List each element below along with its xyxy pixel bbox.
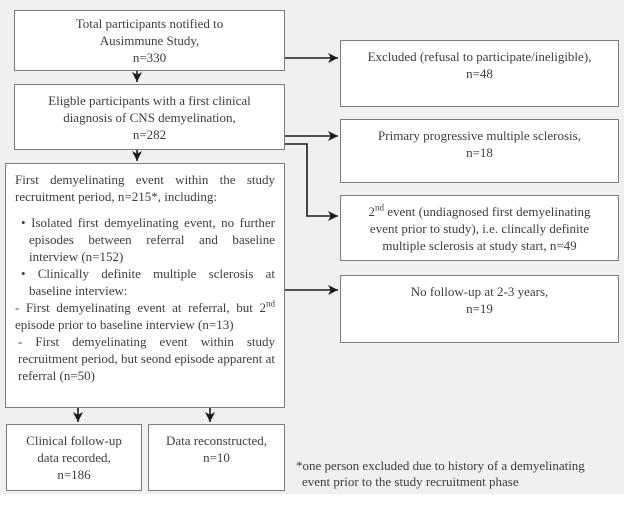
superscript-nd: nd: [374, 202, 384, 213]
bullet-marker: •: [21, 215, 26, 230]
box-text-line: n=48: [466, 66, 493, 81]
box-text-line: n=330: [132, 50, 167, 65]
footnote-line: *one person excluded due to history of a demyelinating: [296, 458, 585, 473]
box-primary-progressive-ms: [340, 119, 619, 183]
dash-item-second-episode-at-referral: - First demyelinating event within study recruitment period, but seond episode apparent at referral (n=50): [18, 334, 275, 383]
line-text: event (undiagnosed first demyelinating: [383, 204, 591, 219]
box-text-line: n=282: [132, 126, 167, 142]
dash-text: episode prior to baseline interview (n=13): [15, 317, 234, 332]
box-clinical-followup: [6, 424, 142, 491]
box-text-line: Excluded (refusal to participate/ineligible),: [367, 49, 592, 64]
box-text-line: Primary progressive multiple sclerosis,: [378, 128, 581, 143]
box-text-line: event prior to study), i.e. clincally definite: [369, 221, 590, 236]
arrow-eligible-to-second-event: [285, 144, 338, 216]
line-text: 2: [368, 204, 375, 219]
footnote-line: event prior to the study recruitment phase: [302, 474, 519, 489]
box-text-line: n=19: [466, 301, 493, 316]
box-text-line: [368, 203, 590, 220]
dash-item-first-event-at-referral: [15, 299, 275, 333]
box-excluded: [340, 40, 619, 107]
footnote: [296, 458, 585, 490]
box-text-line: n=186: [57, 467, 91, 482]
bullet-text: Isolated first demyelinating event, no further episodes between referral and baseline interview (n=152): [29, 215, 276, 264]
box-second-event-cdms: [340, 195, 619, 261]
main-box-heading: First demyelinating event within the study recruitment period, n=215*, including:: [15, 172, 275, 204]
box-text-line: Ausimmune Study,: [99, 33, 200, 48]
box-eligible-participants: [14, 84, 285, 150]
bullet-isolated-first-event: [15, 214, 275, 265]
box-text-line: n=10: [203, 450, 230, 465]
box-text-line: Clinical follow-up: [26, 433, 122, 448]
box-text-line: multiple sclerosis at study start, n=49: [382, 238, 577, 253]
bullet-marker: •: [21, 266, 26, 281]
box-no-followup: [340, 275, 619, 343]
box-text-line: No follow-up at 2-3 years,: [410, 284, 549, 299]
box-text-line: data recorded,: [37, 450, 111, 465]
superscript-nd: nd: [266, 298, 275, 309]
dash-text: - First demyelinating event at referral, but 2: [15, 300, 266, 315]
box-total-participants: [14, 10, 285, 71]
box-text-line: Data reconstructed,: [165, 433, 268, 448]
box-text-line: diagnosis of CNS demyelination,: [63, 109, 236, 125]
box-data-reconstructed: [148, 424, 285, 491]
bullet-clinically-definite-ms: [15, 265, 275, 299]
box-text-line: Total participants notified to: [75, 16, 224, 31]
bullet-text: Clinically definite multiple sclerosis at baseline interview:: [29, 266, 275, 298]
box-first-demyelinating-event: [5, 163, 285, 408]
box-text-line: n=18: [466, 145, 493, 160]
box-text-line: Eligble participants with a first clinical: [48, 92, 251, 108]
